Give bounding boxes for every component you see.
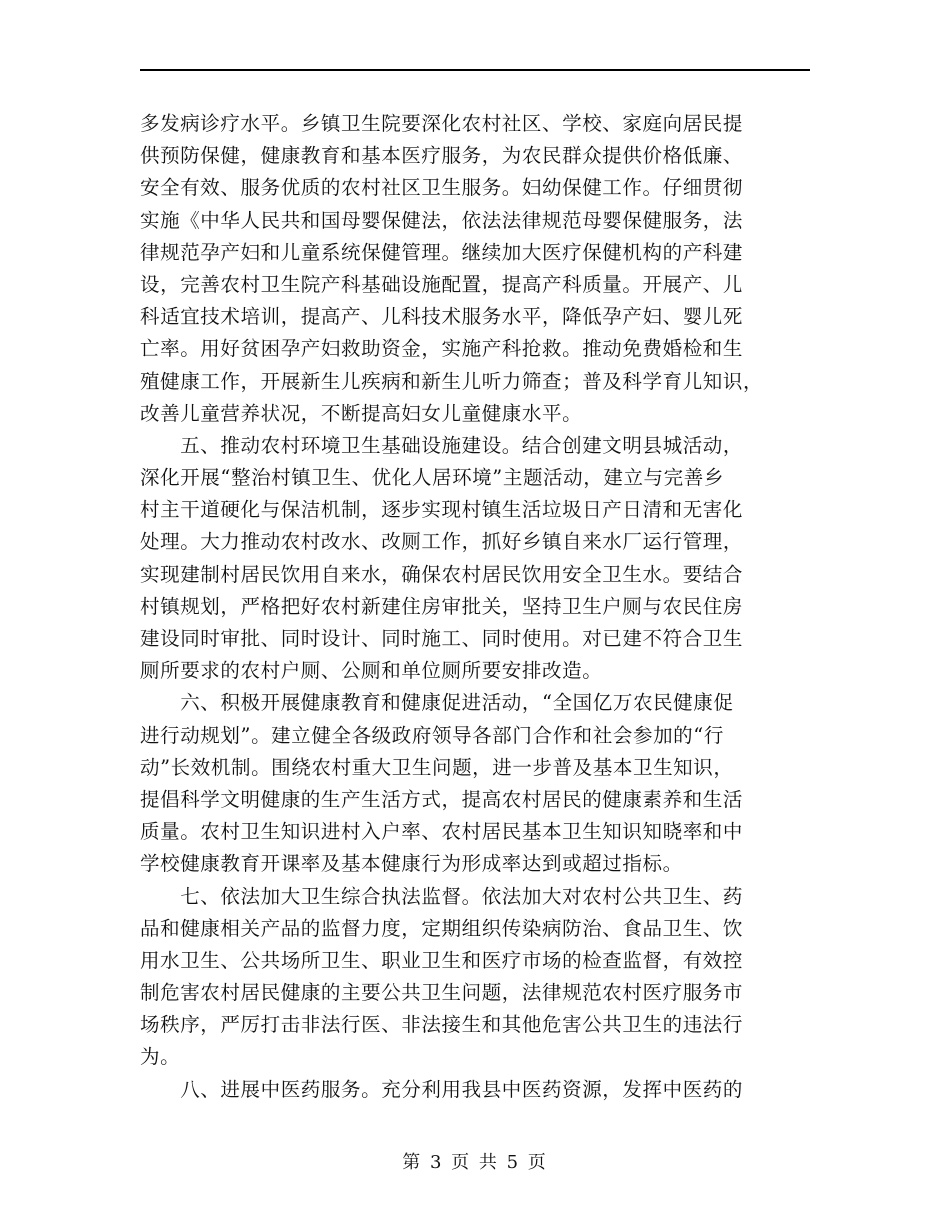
text-line: 厕所要求的农村户厕、公厕和单位厕所要安排改造。 — [140, 659, 603, 683]
text-line: 供预防保健，健康教育和基本医疗服务，为农民群众提供价格低廉、 — [140, 144, 744, 168]
text-line: 安全有效、服务优质的农村社区卫生服务。妇幼保健工作。仔细贯彻 — [140, 176, 744, 200]
text-line: 村镇规划，严格把好农村新建住房审批关，坚持卫生户厕与农民住房 — [140, 594, 744, 618]
text-line: 殖健康工作，开展新生儿疾病和新生儿听力筛查；普及科学育儿知识， — [140, 369, 764, 393]
text-line: 亡率。用好贫困孕产妇救助资金，实施产科抢救。推动免费婚检和生 — [140, 337, 744, 361]
text-line: 村主干道硬化与保洁机制，逐步实现村镇生活垃圾日产日清和无害化 — [140, 498, 744, 522]
text-line: 质量。农村卫生知识进村入户率、农村居民基本卫生知识知晓率和中 — [140, 820, 744, 844]
text-line: 六、积极开展健康教育和健康促进活动，“全国亿万农民健康促 — [140, 691, 734, 715]
text-line: 制危害农村居民健康的主要公共卫生问题，法律规范农村医疗服务市 — [140, 981, 744, 1005]
text-line: 八、进展中医药服务。充分利用我县中医药资源，发挥中医药的 — [140, 1077, 744, 1101]
text-line: 建设同时审批、同时设计、同时施工、同时使用。对已建不符合卫生 — [140, 627, 744, 650]
text-line: 科适宜技术培训，提高产、儿科技术服务水平，降低孕产妇、婴儿死 — [140, 305, 744, 329]
text-line: 场秩序，严厉打击非法行医、非法接生和其他危害公共卫生的违法行 — [140, 1013, 744, 1037]
text-line: 提倡科学文明健康的生产生活方式，提高农村居民的健康素养和生活 — [140, 787, 744, 811]
header-rule — [140, 69, 810, 71]
text-line: 改善儿童营养状况，不断提高妇女儿童健康水平。 — [140, 401, 583, 425]
text-line: 进行动规划”。建立健全各级政府领导各部门合作和社会参加的“行 — [140, 723, 724, 747]
text-line: 实施《中华人民共和国母婴保健法，依法法律规范母婴保健服务，法 — [140, 208, 744, 232]
page-footer: 第 3 页 共 5 页 — [402, 1152, 548, 1173]
text-line: 七、依法加大卫生综合执法监督。依法加大对农村公共卫生、药 — [140, 884, 744, 908]
text-line: 用水卫生、公共场所卫生、职业卫生和医疗市场的检查监督，有效控 — [140, 948, 744, 972]
text-line: 深化开展“整治村镇卫生、优化人居环境”主题活动，建立与完善乡 — [140, 466, 724, 490]
body-text — [140, 108, 810, 1106]
text-line: 律规范孕产妇和儿童系统保健管理。继续加大医疗保健机构的产科建 — [140, 240, 744, 264]
text-line: 动”长效机制。围绕农村重大卫生问题，进一步普及基本卫生知识， — [140, 755, 734, 779]
text-line: 为。 — [140, 1045, 181, 1069]
text-line: 实现建制村居民饮用自来水，确保农村居民饮用安全卫生水。要结合 — [140, 562, 744, 586]
text-line: 学校健康教育开课率及基本健康行为形成率达到或超过指标。 — [140, 852, 683, 876]
text-line: 多发病诊疗水平。乡镇卫生院要深化农村社区、学校、家庭向居民提 — [140, 112, 744, 135]
text-line: 处理。大力推动农村改水、改厕工作，抓好乡镇自来水厂运行管理， — [140, 530, 744, 554]
text-line: 设，完善农村卫生院产科基础设施配置，提高产科质量。开展产、儿 — [140, 272, 744, 296]
text-line: 品和健康相关产品的监督力度，定期组织传染病防治、食品卫生、饮 — [140, 916, 744, 940]
text-line: 五、推动农村环境卫生基础设施建设。结合创建文明县城活动， — [140, 433, 744, 457]
